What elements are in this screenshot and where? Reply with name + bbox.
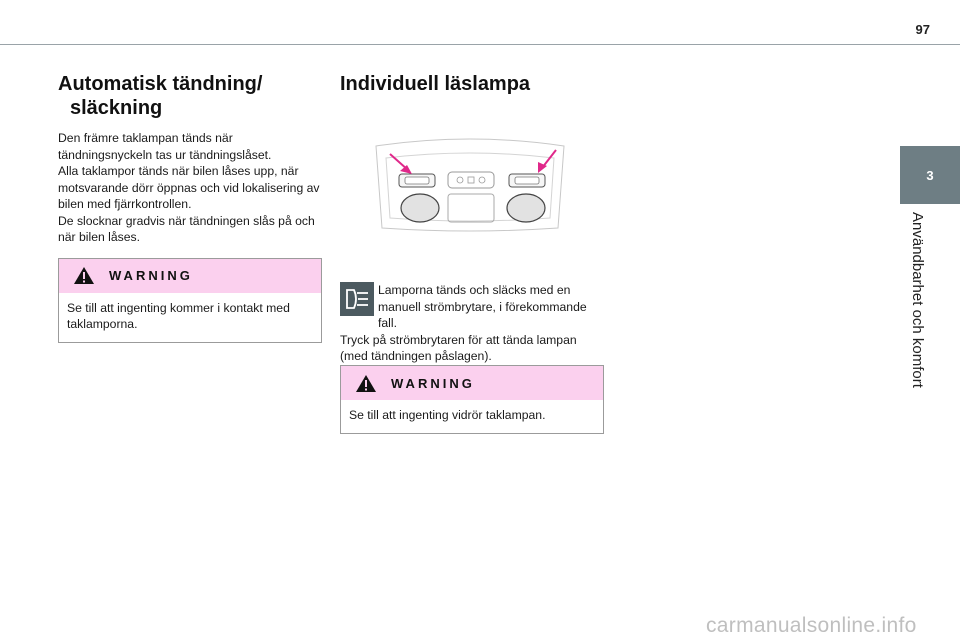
right-column (340, 72, 606, 96)
reading-lamp-illustration (370, 138, 570, 238)
warning-triangle-icon (355, 374, 377, 393)
warning-box-left (58, 258, 322, 343)
warning-box-right-wrapper (340, 365, 604, 434)
warning-header (341, 366, 603, 400)
left-column (58, 72, 322, 343)
section-heading-reading-lamp: Individuell läslampa (340, 73, 531, 95)
warning-box-right (340, 365, 604, 434)
info-paragraph: Tryck på strömbrytaren för att tända lampan (med tändningen påslagen). (340, 332, 577, 363)
heading-line-2: släckning (70, 97, 163, 119)
chapter-tab[interactable] (900, 146, 960, 204)
warning-text: Se till att ingenting vidrör taklampan. (349, 408, 546, 422)
section-heading-automatic (58, 72, 322, 120)
page-number: 97 (915, 22, 930, 37)
watermark: carmanualsonline.info (706, 614, 917, 637)
paragraph: De slocknar gradvis när tändningen slås på och när bilen låses. (58, 213, 315, 244)
heading-line-1: Automatisk tändning/ (58, 73, 263, 95)
top-rule (0, 44, 960, 45)
info-block (340, 282, 606, 365)
paragraph: Den främre taklampan tänds när tändningsnyckeln tas ur tändningslåset. (58, 131, 272, 162)
chapter-number: 3 (926, 167, 934, 183)
warning-triangle-icon (73, 266, 95, 285)
warning-title: WARNING (109, 268, 193, 283)
chapter-title: Användbarhet och komfort (909, 212, 926, 388)
info-paragraph: Lamporna tänds och släcks med en manuell strömbrytare, i förekommande fall. (378, 283, 587, 330)
warning-text: Se till att ingenting kommer i kontakt med taklamporna. (67, 300, 290, 331)
dome-light-icon (340, 282, 374, 316)
warning-header (59, 259, 321, 293)
left-body-text (58, 130, 322, 246)
warning-title: WARNING (391, 375, 475, 391)
paragraph: Alla taklampor tänds när bilen låses upp, när motsvarande dörr öppnas och vid lokalisering av bilen med fjärrkontrollen. (58, 164, 320, 211)
